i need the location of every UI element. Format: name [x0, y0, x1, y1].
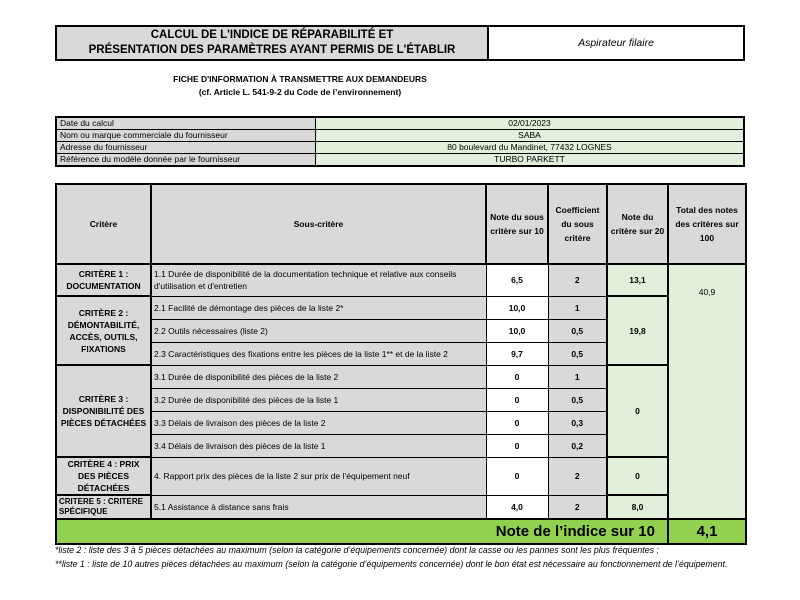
title-line-1: CALCUL DE L'INDICE DE RÉPARABILITÉ ET	[150, 29, 394, 41]
subtitle-line-1: FICHE D'INFORMATION À TRANSMETTRE AUX DEMANDEURS	[173, 74, 427, 84]
info-value: SABA	[316, 130, 745, 142]
info-label: Référence du modèle donnée par le fournisseur	[56, 154, 316, 167]
info-row-reference	[56, 154, 744, 167]
subtitle-line-2: (cf. Article L. 541-9-2 du Code de l’environnement)	[198, 87, 402, 97]
subcriterion-label: 2.3 Caractéristiques des fixations entre les pièces de la liste 1** et de la liste 2	[151, 342, 486, 365]
subcriterion-coef: 1	[548, 296, 607, 319]
title-line-2: PRÉSENTATION DES PARAMÈTRES AYANT PERMIS DE L'ÉTABLIR	[88, 44, 456, 56]
subcriterion-coef: 1	[548, 365, 607, 388]
info-label: Adresse du fournisseur	[56, 142, 316, 154]
subcriterion-note: 0	[486, 434, 548, 457]
footnote-liste-2: *liste 2 : liste des 3 à 5 pièces détachées au maximum (selon la catégorie d’équipements concernée) dont la casse ou les pannes sont les plus fréquentes ;	[55, 545, 659, 555]
subcriterion-note: 0	[486, 457, 548, 495]
subcriterion-coef: 2	[548, 495, 607, 519]
repairability-score-table	[55, 183, 747, 545]
subcriterion-note: 0	[486, 365, 548, 388]
header-total: Total des notes des critères sur 100	[668, 184, 746, 264]
subcriterion-coef: 0,5	[548, 319, 607, 342]
subcriterion-label: 4. Rapport prix des pièces de la liste 2 sur prix de l’équipement neuf	[151, 457, 486, 495]
info-row-address	[56, 142, 744, 154]
subcriterion-coef: 2	[548, 264, 607, 296]
subcriterion-note: 0	[486, 411, 548, 434]
criterion-3-label: CRITÈRE 3 : DISPONIBILITÉ DES PIÈCES DÉTACHÉES	[56, 365, 151, 457]
subcriterion-label: 3.2 Durée de disponibilité des pièces de la liste 1	[151, 388, 486, 411]
table-header-row	[56, 184, 746, 264]
header-note-sous-critere: Note du sous critère sur 10	[486, 184, 548, 264]
criterion-3-note: 0	[607, 365, 668, 457]
criterion-5-label: CRITERE 5 : CRITERE SPÉCIFIQUE	[56, 495, 151, 519]
final-score-label: Note de l’indice sur 10	[56, 519, 668, 544]
subtitle	[55, 73, 545, 99]
subcriterion-label: 2.1 Facilité de démontage des pièces de la liste 2*	[151, 296, 486, 319]
criterion-4-note: 0	[607, 457, 668, 495]
criterion-1-label: CRITÈRE 1 : DOCUMENTATION	[56, 264, 151, 296]
subcriterion-label: 3.1 Durée de disponibilité des pièces de la liste 2	[151, 365, 486, 388]
criterion-5-note: 8,0	[607, 495, 668, 519]
footnotes	[55, 543, 755, 571]
info-label: Nom ou marque commerciale du fournisseur	[56, 130, 316, 142]
table-row	[56, 457, 746, 495]
subcriterion-note: 0	[486, 388, 548, 411]
header-coefficient: Coefficient du sous critère	[548, 184, 607, 264]
info-value: TURBO PARKETT	[316, 154, 745, 167]
subcriterion-coef: 0,5	[548, 342, 607, 365]
table-row	[56, 296, 746, 319]
supplier-info-table	[55, 116, 745, 167]
criterion-1-note: 13,1	[607, 264, 668, 296]
info-row-date	[56, 117, 744, 130]
table-row	[56, 264, 746, 296]
product-type: Aspirateur filaire	[578, 37, 654, 49]
subcriterion-label: 2.2 Outils nécessaires (liste 2)	[151, 319, 486, 342]
title-box	[55, 25, 745, 61]
header-sous-critere: Sous-critère	[151, 184, 486, 264]
criterion-4-label: CRITÈRE 4 : PRIX DES PIÈCES DÉTACHÉES	[56, 457, 151, 495]
subcriterion-note: 10,0	[486, 319, 548, 342]
subcriterion-note: 6,5	[486, 264, 548, 296]
subcriterion-label: 3.4 Délais de livraison des pièces de la liste 1	[151, 434, 486, 457]
subcriterion-label: 1.1 Durée de disponibilité de la documentation technique et relative aux conseils d'utilisation et d'entretien	[151, 264, 486, 296]
info-value: 80 boulevard du Mandinet, 77432 LOGNES	[316, 142, 745, 154]
subcriterion-coef: 2	[548, 457, 607, 495]
final-score-row	[56, 519, 746, 544]
table-row	[56, 365, 746, 388]
subcriterion-coef: 0,2	[548, 434, 607, 457]
document-title	[57, 27, 489, 59]
subcriterion-note: 4,0	[486, 495, 548, 519]
subcriterion-note: 9,7	[486, 342, 548, 365]
info-label: Date du calcul	[56, 117, 316, 130]
total-score: 40,9	[668, 264, 746, 519]
subcriterion-coef: 0,5	[548, 388, 607, 411]
subcriterion-coef: 0,3	[548, 411, 607, 434]
header-critere: Critère	[56, 184, 151, 264]
footnote-liste-1: **liste 1 : liste de 10 autres pièces détachées au maximum (selon la catégorie d’équipements concernée) dont le bon état est nécessaire au fonctionnement de l’équipement.	[55, 559, 728, 569]
table-row	[56, 495, 746, 519]
criterion-2-label: CRITÈRE 2 : DÉMONTABILITÉ, ACCÈS, OUTILS, FIXATIONS	[56, 296, 151, 365]
subcriterion-label: 3.3 Délais de livraison des pièces de la liste 2	[151, 411, 486, 434]
subcriterion-note: 10,0	[486, 296, 548, 319]
info-row-brand	[56, 130, 744, 142]
subcriterion-label: 5.1 Assistance à distance sans frais	[151, 495, 486, 519]
criterion-2-note: 19,8	[607, 296, 668, 365]
info-value: 02/01/2023	[316, 117, 745, 130]
header-note-critere: Note du critère sur 20	[607, 184, 668, 264]
final-score-value: 4,1	[668, 519, 746, 544]
